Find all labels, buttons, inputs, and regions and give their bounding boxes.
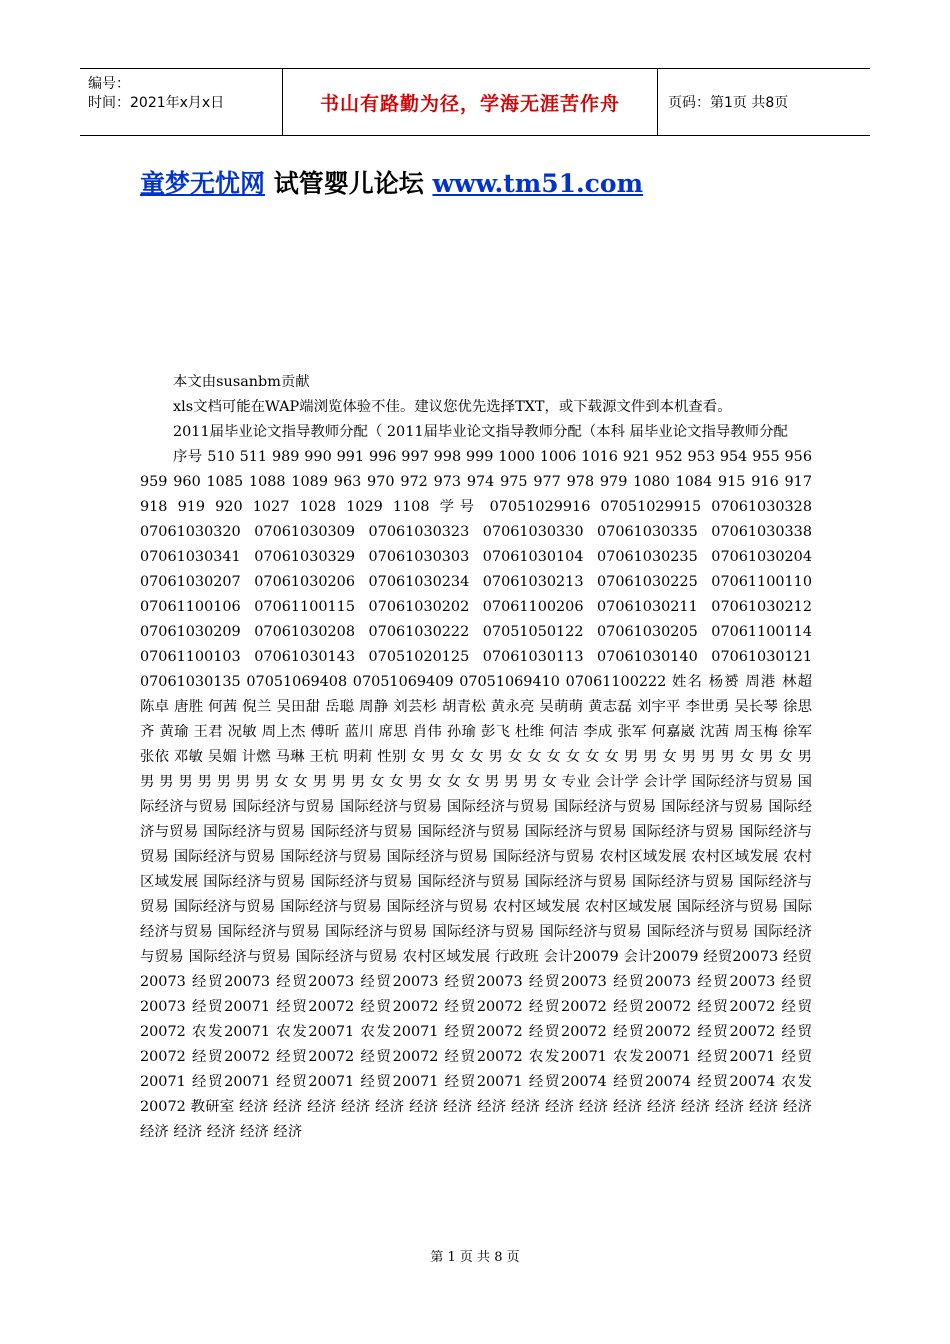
table-text: 序号 510 511 989 990 991 996 997 998 999 1000 1006 1016 921 952 953 954 955 956 959 960 1085 1088 1089 963 970 972 973 974 975 977 978 979 1080 1084 915 916 917 918 919 920 1027 1028 1029 1108 学号 07051029916 07051029915 07061030328 07061030320 07061030309 07061030323 07061030330 07061030335 07061030338 07061030341 07061030329 07061030303 07061030104 07061030235 07061030204 07061030207 07061030206 07061030234 07061030213 07061030225 07061100110 07061100106 07061100115 07061030202 07061100206 07061030211 07061030212 07061030209 07061030208 07061030222 07051050122 07061030205 07061100114 07061100103 07061030143 07051020125 07061030113 07061030140 07061030121 07061030135 07051069408 07051069409 07051069410 07061100222 姓名 杨赟 周港 林超 陈卓 唐胜 何茜 倪兰 吴田甜 岳聪 周静 刘芸杉 胡青松 黄永亮 吴萌萌 黄志磊 刘宇平 李世勇 吴长琴 徐思齐 黄瑜 王君 况敏 周上杰 傅昕 蓝川 席思 肖伟 孙瑜 彭飞 杜维 何洁 李成 张军 何嘉崴 沈茜 周玉梅 徐军 张依 邓敏 吴媚 计燃 马琳 王杭 明莉 性别 女 男 女 女 男 女 女 女 女 女 女 男 男 女 男 男 男 女 男 女 男 男 男 男 男 男 男 男 女 女 男 男 男 女 女 男 女 女 女 男 男 男 女 专业 会计学 会计学 国际经济与贸易 国际经济与贸易 国际经济与贸易 国际经济与贸易 国际经济与贸易 国际经济与贸易 国际经济与贸易 国际经济与贸易 国际经济与贸易 国际经济与贸易 国际经济与贸易 国际经济与贸易 国际经济与贸易 国际经济与贸易 国际经济与贸易 国际经济与贸易 国际经济与贸易 国际经济与贸易 农村区域发展 农村区域发展 农村区域发展 国际经济与贸易 国际经济与贸易 国际经济与贸易 国际经济与贸易 国际经济与贸易 国际经济与贸易 国际经济与贸易 国际经济与贸易 国际经济与贸易 农村区域发展 农村区域发展 国际经济与贸易 国际经济与贸易 国际经济与贸易 国际经济与贸易 国际经济与贸易 国际经济与贸易 国际经济与贸易 国际经济与贸易 国际经济与贸易 国际经济与贸易 农村区域发展 行政班 会计20079 会计20079 经贸20073 经贸20073 经贸20073 经贸20073 经贸20073 经贸20073 经贸20073 经贸20073 经贸20073 经贸20073 经贸20071 经贸20072 经贸20072 经贸20072 经贸20072 经贸20072 经贸20072 经贸20072 农发20071 农发20071 农发20071 经贸20072 经贸20072 经贸20072 经贸20072 经贸20072 经贸20072 经贸20072 经贸20072 经贸20072 农发20071 农发20071 经贸20071 经贸20071 经贸20071 经贸20071 经贸20071 经贸20071 经贸20074 经贸20074 经贸20074 农发20072 教研室 经济 经济 经济 经济 经济 经济 经济 经济 经济 经济 经济 经济 经济 经济 经济 经济 经济 经济 经济 经济 经济 经济 bbox=[140, 449, 812, 1140]
header-meta bbox=[80, 69, 283, 135]
document-body bbox=[140, 370, 812, 1145]
header-page-info: 页码：第1页 共8页 bbox=[668, 95, 789, 111]
site-name-link[interactable]: 童梦无忧网 bbox=[140, 169, 266, 198]
header-motto: 书山有路勤为径，学海无涯苦作舟 bbox=[283, 69, 658, 135]
time-label: 时间：2021年x月x日 bbox=[88, 95, 225, 111]
format-notice: xls文档可能在WAP端浏览体验不佳。建议您优先选择TXT，或下载源文件到本机查看。 bbox=[173, 399, 732, 415]
site-url-link[interactable]: www.tm51.com bbox=[432, 169, 644, 198]
number-label: 编号： bbox=[88, 76, 130, 92]
site-banner bbox=[140, 164, 643, 200]
page-footer: 第 1 页 共 8 页 bbox=[430, 1250, 520, 1265]
forum-name: 试管婴儿论坛 bbox=[265, 169, 433, 198]
document-title: 2011届毕业论文指导教师分配（ 2011届毕业论文指导教师分配（本科 届毕业论文指导教师分配 bbox=[173, 424, 788, 440]
contributor-line: 本文由susanbm贡献 bbox=[173, 374, 310, 390]
page-header bbox=[80, 68, 870, 136]
